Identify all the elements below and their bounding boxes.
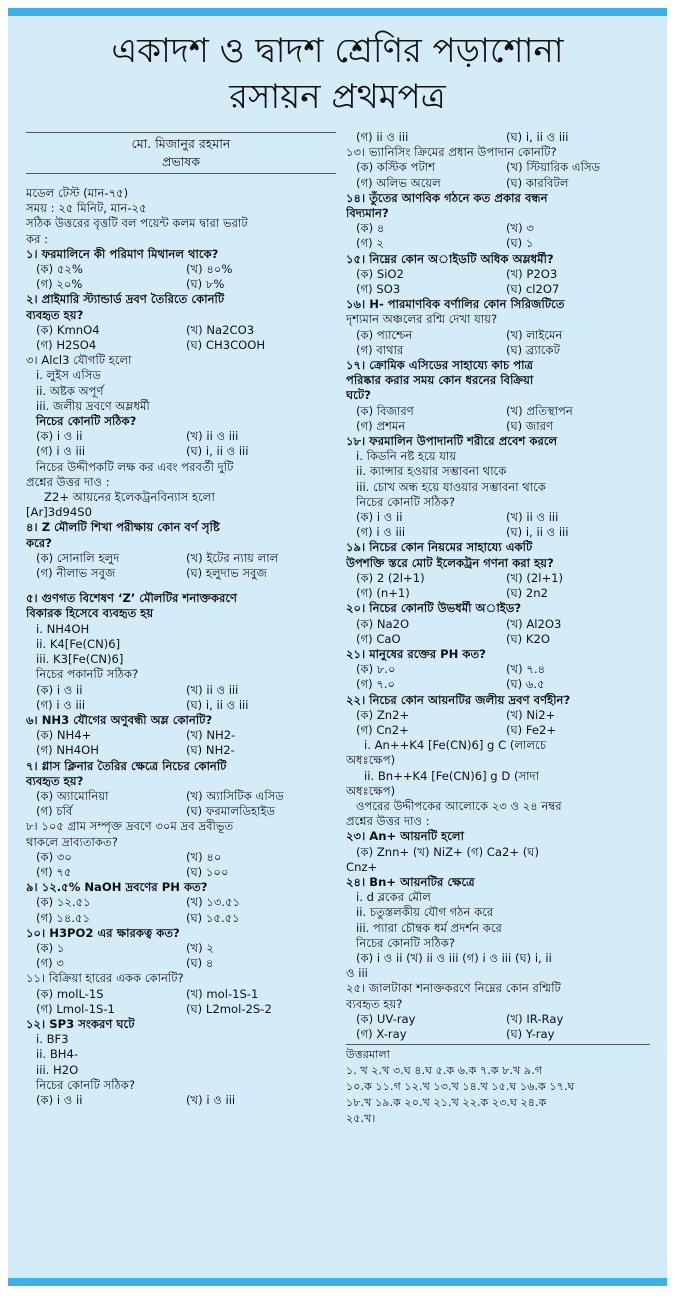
option: (গ) SO3 [356,282,401,297]
statement: i. NH4OH [36,621,90,636]
question-24: ২৪। Bn+ আয়নটির ক্ষেত্রে [346,874,475,889]
options-row [26,941,336,956]
right-column [346,130,650,1127]
question-15: ১৫। নিম্নের কোন অাইডটি অধিক অম্লধর্মী? [346,251,554,266]
question-3: ৩। Alcl3 যৌগটি হলো [26,353,132,368]
question-25: ২৫। জালটাকা শনাক্তকরণে নিম্নের কোন রশ্মিটি [346,981,561,996]
option: (গ) i ও iii [356,525,406,540]
question-23: ২৩। An+ আয়নটি হলো [346,829,464,844]
statement: iii. H2O [36,1062,79,1077]
option: (খ) i ও iii [186,1092,236,1107]
author-designation: প্রভাষক [162,154,200,169]
question-19: ১৯। নিচের কোন নিয়মের সাহায্যে একটি [346,540,533,555]
option: (গ) ২০% [36,277,83,292]
divider [346,1044,650,1045]
options-row [346,1027,650,1042]
test-instruction: কর : [26,231,49,246]
stem-text: [Ar]3d94S0 [26,505,92,520]
options-row [346,176,650,191]
option: (ঘ) 2n2 [506,586,548,601]
option: (গ) প্রশমন [356,418,406,433]
option: (গ) X-ray [356,1026,407,1041]
options-row [26,911,336,926]
option: (খ) ১৩.৫১ [186,895,241,910]
option: (ক) Na2O [356,616,410,631]
options-row [346,586,650,601]
option: (ক) ৪ [356,221,385,236]
option: (ক) i ও ii [36,682,83,697]
option: (খ) IR-Ray [506,1011,564,1026]
question-ask: নিচের কোনটি সঠিক? [36,414,137,429]
stem-text: প্রশ্নের উত্তর দাও : [346,814,430,829]
option: (ক) i ও ii [356,510,403,525]
statement: ii. অষ্টক অপূর্ণ [36,383,104,398]
option: (ঘ) i, ii ও iii [506,130,569,144]
options-row [346,419,650,434]
answer-key-line: ১. খ ২.খ ৩.ঘ ৪.ঘ ৫.ক ৬.ক ৭.ক ৮.খ ৯.গ [346,1064,543,1078]
test-time: সময় : ২৫ মিনিট, মান-২৫ [26,201,147,216]
options-row [346,160,650,175]
options-row [26,804,336,819]
question-17: পরিষ্কার করার সময় কোন ধরনের বিক্রিয়া [346,373,534,388]
option: (ঘ) i, ii ও iii [506,525,569,540]
option: (গ) NH4OH [36,743,99,758]
option: (ক) Zn2+ [356,707,410,722]
option: (ক) ৩০ [36,849,72,864]
options-row [26,789,336,804]
statement: ii. BH4- [36,1047,79,1062]
question-2: ব্যবহৃত হয়? [26,307,84,322]
option: (ক) i ও ii (খ) ii ও iii (গ) i ও iii (ঘ) i, ii [356,950,552,965]
options-row [346,525,650,540]
option: (গ) ৩ [36,956,64,971]
options-row [26,1093,336,1108]
answer-key-line: ২৫.খ। [346,1112,376,1126]
options-row [346,236,650,251]
options-row [346,708,650,723]
options-row [346,130,650,145]
top-accent-bar [8,8,667,16]
options-row [346,632,650,647]
options-row [346,1012,650,1027]
option: (খ) ৭.৪ [506,662,546,677]
option: (খ) স্টিয়ারিক এসিড [506,160,601,175]
stem-text: অধঃক্ষেপ) [346,783,396,798]
divider [26,173,336,174]
stem-text: অধঃক্ষেপ) [346,753,396,768]
option: (ঘ) ১৫.৫১ [186,910,240,925]
option: (ঘ) CH3COOH [186,338,266,353]
statement: ii. K4[Fe(CN)6] [36,636,121,651]
option: (খ) P2O3 [506,266,558,281]
options-row [26,956,336,971]
options-row [26,865,336,880]
option: (খ) Ni2+ [506,707,556,722]
stem-text: প্রশ্নের উত্তর দাও : [26,474,110,489]
option: (ক) প্যাশ্চেন [356,327,413,342]
question-19: উপশক্তি স্তরে মোট ইলেকট্রন গণনা করা হয়? [346,555,554,570]
option: (গ) CaO [356,631,401,646]
option: (খ) অ্যাসিটিক এসিড [186,788,284,803]
option: (ঘ) ফরমালডিহাইড [186,804,276,819]
option: (খ) (2l+1) [506,570,564,585]
option: (ঘ) ১ [506,236,534,251]
question-14: ১৪। তুঁতের আণবিক গঠনে কত প্রকার বন্ধন [346,190,548,205]
statement: iii. জলীয় দ্রবণে অম্লধর্মী [36,398,150,413]
question-2: ২। প্রাইমারি স্ট্যান্ডার্ড দ্রবণ তৈরিতে কোনটি [26,292,225,307]
option: (ক) i ও ii [36,1092,83,1107]
stem-text: নিচের উদ্দীপকটি লক্ষ কর এবং পরবর্তী দুটি [36,459,234,474]
question-10: ১০। H3PO2 এর ক্ষারকত্ব কত? [26,925,180,940]
stem-text: ওপরের উদ্দীপকের আলোকে ২৩ ও ২৪ নম্বর [356,798,562,813]
question-8: ৮। ১০৫ গ্রাম সম্পৃক্ত দ্রবণে ৩০ম দ্রব দ্রবীভূত [26,819,234,834]
option: (খ) ২ [186,940,214,955]
options-row [26,323,336,338]
question-20: ২০। নিচের কোনটি উভধর্মী অাইড? [346,601,522,616]
option: (ঘ) Fe2+ [506,722,557,737]
options-row [26,728,336,743]
question-4: ৪। Z মৌলটি শিখা পরীক্ষায় কোন বর্ণ সৃষ্টি [26,520,220,535]
option: (ক) অ্যামোনিয়া [36,788,109,803]
option: (খ) ৪০% [186,262,233,277]
question-9: ৯। ১২.৫% NaOH দ্রবণের PH কত? [26,880,208,895]
question-7: ব্যবহৃত হয়? [26,773,84,788]
options-row [26,277,336,292]
option: (গ) ২ [356,236,384,251]
option: (খ) Na2CO3 [186,322,255,337]
statement: ii. চতুস্তলকীয় যৌগ গঠন করে [356,905,494,920]
option: (ঘ) হলুদাভ সবুজ [186,566,267,581]
option: (ক) ১ [36,940,65,955]
option: (গ) (n+1) [356,586,410,601]
question-21: ২১। মানুষের রক্তের PH কত? [346,646,486,661]
option: (ক) সোনালি হলুদ [36,550,120,565]
options-row [26,683,336,698]
option: (গ) Cn2+ [356,722,409,737]
question-ask: নিচের কোনটি সঠিক? [356,494,456,509]
stem-text: ii. Bn++K4 [Fe(CN)6] g D (সাদা [364,768,539,783]
page-frame [8,8,667,1286]
question-8: থাকলে দ্রাব্যতাকত? [26,834,118,849]
option: (ঘ) K2O [506,631,550,646]
question-ask: নিচের কোনটি সঠিক? [356,935,456,950]
option: (গ) i ও iii [36,697,86,712]
option: (ক) KmnO4 [36,322,100,337]
option: (ক) SiO2 [356,266,404,281]
option: (ক) Znn+ (খ) NiZ+ (গ) Ca2+ (ঘ) [356,844,539,859]
question-7: ৭। গ্লাস ক্লিনার তৈরির ক্ষেত্রে নিচের কোনটি [26,758,227,773]
title-line-1: একাদশ ও দ্বাদশ শ্রেণির পড়াশোনা [111,31,564,71]
options-row [26,698,336,713]
option: (ক) NH4+ [36,728,92,743]
option: (খ) ৩ [506,221,534,236]
option: (খ) প্রতিস্থাপন [506,403,573,418]
option: (গ) H2SO4 [36,338,97,353]
options-row [346,723,650,738]
option: (ক) ৫২% [36,262,83,277]
question-16: ১৬। H- পারমাণবিক বর্ণালির কোন সিরিজটিতে [346,297,565,312]
question-22: ২২। নিচের কোন আয়নটির জলীয় দ্রবণ বর্ণহীন? [346,692,571,707]
stem-text: Z2+ আয়নের ইলেকট্রনবিন্যাস হলো [44,490,215,505]
options-row [346,662,650,677]
options-row [346,510,650,525]
option: (ঘ) Y-ray [506,1026,555,1041]
option: (খ) mol-1S-1 [186,986,259,1001]
options-row [26,262,336,277]
test-name: মডেল টেস্ট (মান-৭৫) [26,186,129,200]
options-row [346,677,650,692]
option: (ঘ) ১০০ [186,864,229,879]
options-row [346,404,650,419]
options-row [26,551,336,566]
option: (ক) ১২.৫১ [36,895,91,910]
options-row [26,895,336,910]
question-25: ব্যবহৃত হয়? [346,996,403,1011]
options-row [26,1002,336,1017]
options-row [26,566,336,581]
option: (খ) ii ও iii [186,682,239,697]
statement: i. BF3 [36,1032,69,1047]
question-16: দৃশ্যমান অঞ্চলের রশ্মি দেখা যায়? [346,312,498,327]
option: (ঘ) cl2O7 [506,282,560,297]
option: (ক) কস্টিক পটাশ [356,160,435,175]
options-row [26,338,336,353]
answer-key-line: ১৮.খ ১৯.ক ২০.খ ২১.খ ২২.ক ২৩.ঘ ২৪.ক [346,1096,547,1110]
question-18: ১৮। ফরমালিন উপাদানটি শরীরে প্রবেশ করলে [346,434,558,449]
statement: i. d ব্লকের মৌল [356,890,431,905]
answer-key-line: ১০.ক ১১.গ ১২.খ ১৩.খ ১৪.খ ১৫.ঘ ১৬.ক ১৭.ঘ [346,1080,575,1094]
question-6: ৬। NH3 যৌগের অণুবন্ধী অম্ল কোনটি? [26,712,213,727]
option: Cnz+ [346,859,378,874]
option: (খ) ৪০ [186,849,222,864]
option: (ঘ) L2mol-2S-2 [186,1001,272,1016]
option: (গ) ii ও iii [356,130,409,144]
option: (ক) 2 (2l+1) [356,570,425,585]
options-row [26,743,336,758]
option: (খ) ii ও iii [506,510,559,525]
options-row [346,617,650,632]
options-row [346,571,650,586]
option: (গ) অলিভ অয়েল [356,175,441,190]
option: (ঘ) ৬.৫ [506,677,545,692]
options-row [346,221,650,236]
stem-text: i. An++K4 [Fe(CN)6] g C (লালচে [364,738,546,753]
options-row [346,267,650,282]
test-instruction: সঠিক উত্তরের বৃত্তটি বল পয়েন্ট কলম দ্বারা ভরাট [26,216,248,231]
divider [26,132,336,133]
question-14: বিদ্যমান? [346,206,389,221]
statement: i. কিডনি নষ্ট হয়ে যায় [356,449,457,464]
option: ও iii [346,966,368,981]
option: (গ) চর্বি [36,804,73,819]
page-title [8,28,667,120]
options-row [346,343,650,358]
option: (ঘ) জারণ [506,418,554,433]
question-17: ১৭। ক্রোমিক এসিডের সাহায্যে কাচ পাত্র [346,358,534,373]
option: (ক) molL-1S [36,986,104,1001]
options-row [346,282,650,297]
options-row [26,987,336,1002]
option: (গ) ৭৫ [36,864,72,879]
question-11: ১১। বিক্রিয়া হারের একক কোনটি? [26,971,184,986]
options-row [26,429,336,444]
title-line-2: রসায়ন প্রথমপত্র [229,77,446,117]
bottom-accent-bar [8,1278,667,1286]
option: (গ) বাথার [356,342,404,357]
option: (খ) লাইমেন [506,327,563,342]
option: (ক) UV-ray [356,1011,416,1026]
option: (ঘ) কারবিটল [506,175,569,190]
question-5: ৫। গুণগত বিশেষণ ‘Z’ মৌলটির শনাক্তকরণে [26,591,238,606]
statement: iii. প্যারা চৌম্বক ধর্ম প্রদর্শন করে [356,920,502,935]
statement: i. লুইস এসিড [36,368,101,383]
answer-key-title: উত্তরমালা [346,1048,390,1062]
author-name: মো. মিজানুর রহমান [131,136,231,151]
option: (ক) i ও ii [36,429,83,444]
options-row [346,328,650,343]
option: (ক) বিজারণ [356,403,414,418]
question-13: ১৩। ভ্যানিসিং ক্রিমের প্রধান উপাদান কোনটি? [346,145,557,160]
option: (খ) ii ও iii [186,429,239,444]
option: (গ) ৭.০ [356,677,396,692]
option: (গ) নীলাভ সবুজ [36,566,116,581]
option: (গ) i ও iii [36,444,86,459]
option: (ঘ) ব্র্যাকেট [506,342,560,357]
options-row [26,850,336,865]
statement: ii. ক্যান্সার হওয়ার সম্ভাবনা থাকে [356,464,507,479]
left-column [26,130,336,1108]
option: (খ) Al2O3 [506,616,562,631]
option: (ঘ) i, ii ও iii [186,697,249,712]
option: (গ) Lmol-1S-1 [36,1001,115,1016]
question-17: ঘটে? [346,388,371,403]
question-1: ১। ফরমালিনে কী পরিমাণ মিথানল থাকে? [26,246,219,261]
question-12: ১২। SP3 সংকরণ ঘটে [26,1016,135,1031]
question-ask: নিচের পকানটি সঠিক? [36,667,139,682]
question-4: করে? [26,535,52,550]
option: (ঘ) NH2- [186,743,235,758]
statement: iii. K3[Fe(CN)6] [36,652,124,667]
option: (ক) ৮.০ [356,662,396,677]
question-ask: নিচের কোনটি সঠিক? [36,1077,136,1092]
option: (ঘ) ৮% [186,277,225,292]
option: (ঘ) i, ii ও iii [186,444,249,459]
option: (খ) NH2- [186,728,236,743]
option: (ঘ) ৪ [186,956,214,971]
statement: iii. চোখ অন্ধ হয়ে যাওয়ার সম্ভাবনা থাকে [356,479,546,494]
option: (খ) ইটের ন্যায় লাল [186,550,279,565]
option: (গ) ১৪.৫১ [36,910,91,925]
options-row [26,444,336,459]
question-5: বিকারক হিসেবে ব্যবহৃত হয় [26,606,154,621]
